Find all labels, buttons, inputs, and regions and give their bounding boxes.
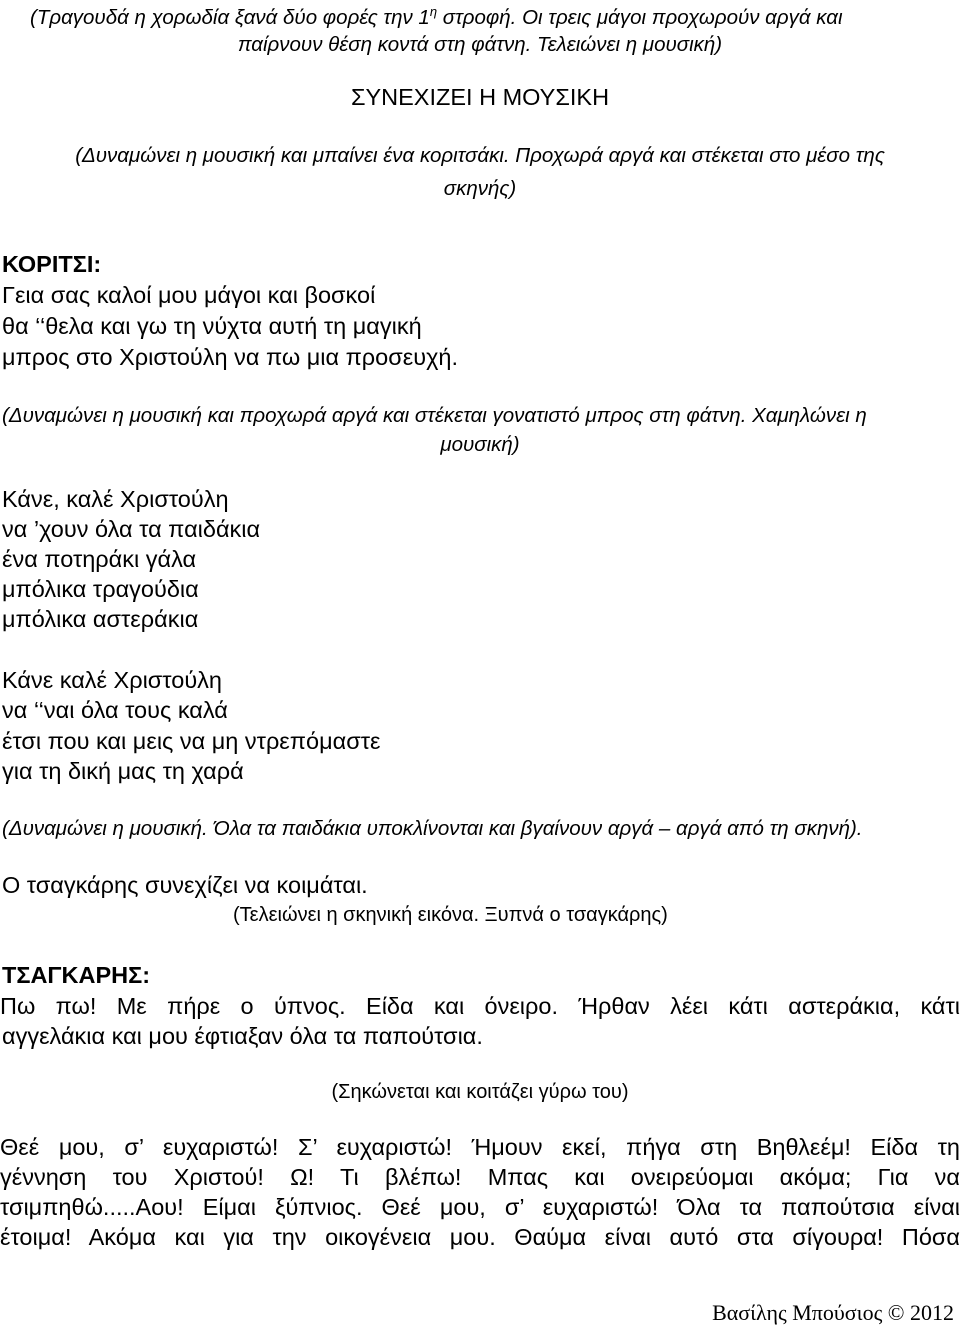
verse-line: έτσι που και μεις να μη ντρεπόμαστε <box>2 728 381 754</box>
verse-line: να ’χουν όλα τα παιδάκια <box>2 516 261 542</box>
verse-line: Γεια σας καλοί μου μάγοι και βοσκοί <box>2 282 376 308</box>
dialogue-line: Πω πω! Με πήρε ο ύπνος. Είδα και όνειρο. Ήρθαν λέει κάτι αστεράκια, κάτι <box>0 993 960 1019</box>
text-segment: (Τραγουδά η χορωδία ξανά δύο φορές την 1 <box>30 5 430 29</box>
stage-direction-5: (Τελειώνει η σκηνική εικόνα. Ξυπνά ο τσαγκάρης) <box>233 904 668 926</box>
text-line <box>30 4 843 30</box>
stage-direction-6: (Σηκώνεται και κοιτάζει γύρω του) <box>331 1081 629 1103</box>
superscript: η <box>429 4 438 19</box>
dialogue-line: έτοιμα! Ακόμα και για την οικογένεια μου. Θαύμα είναι αυτό στα σίγουρα! Πόσα <box>0 1224 960 1250</box>
footer-copyright: Βασίλης Μπούσιος © 2012 <box>712 1300 954 1325</box>
verse-line: μπρος στο Χριστούλη να πω μια προσευχή. <box>2 344 459 370</box>
text-segment: στροφή. Οι τρεις μάγοι προχωρούν αργά και <box>437 5 843 29</box>
text-line: σκηνής) <box>443 177 517 200</box>
dialogue-line: γέννηση του Χριστού! Ω! Τι βλέπω! Μπας και ονειρεύομαι ακόμα; Για να <box>0 1164 960 1190</box>
dialogue-line: τσιμπηθώ.....Αου! Είμαι ξύπνιος. Θεέ μου, σ’ ευχαριστώ! Όλα τα παπούτσια είναι <box>0 1194 960 1220</box>
verse-line: να ‘‘ναι όλα τους καλά <box>2 697 228 723</box>
verse-line: θα ‘‘θελα και γω τη νύχτα αυτή τη μαγική <box>2 313 422 339</box>
verse-line: Κάνε, καλέ Χριστούλη <box>2 486 229 512</box>
text-line: (Δυναμώνει η μουσική και προχωρά αργά και στέκεται γονατιστό μπρος στη φάτνη. Χαμηλώνει η <box>2 404 867 427</box>
dialogue-line: Θεέ μου, σ’ ευχαριστώ! Σ’ ευχαριστώ! Ήμουν εκεί, πήγα στη Βηθλεέμ! Είδα τη <box>0 1134 960 1160</box>
stage-direction-4: (Δυναμώνει η μουσική. Όλα τα παιδάκια υποκλίνονται και βγαίνουν αργά – αργά από τη σκηνή). <box>2 817 863 840</box>
verse-line: μπόλικα αστεράκια <box>2 606 199 632</box>
dialogue-line: αγγελάκια και μου έφτιαξαν όλα τα παπούτσια. <box>2 1023 483 1049</box>
speaker-name: ΤΣΑΓΚΑΡΗΣ: <box>2 962 151 988</box>
verse-line: για τη δική μας τη χαρά <box>2 758 244 784</box>
speaker-name: ΚΟΡΙΤΣΙ: <box>2 251 102 277</box>
verse-line: μπόλικα τραγούδια <box>2 576 199 602</box>
verse-line: ένα ποτηράκι γάλα <box>2 546 197 572</box>
verse-line: Κάνε καλέ Χριστούλη <box>2 667 222 693</box>
text-line: (Δυναμώνει η μουσική και μπαίνει ένα κοριτσάκι. Προχωρά αργά και στέκεται στο μέσο της <box>75 144 885 167</box>
text-line: μουσική) <box>440 433 520 456</box>
text-line: παίρνουν θέση κοντά στη φάτνη. Τελειώνει η μουσική) <box>237 33 723 56</box>
narration-line: Ο τσαγκάρης συνεχίζει να κοιμάται. <box>2 872 368 898</box>
section-heading: ΣΥΝΕΧΙΖΕΙ Η ΜΟΥΣΙΚΗ <box>350 84 610 110</box>
